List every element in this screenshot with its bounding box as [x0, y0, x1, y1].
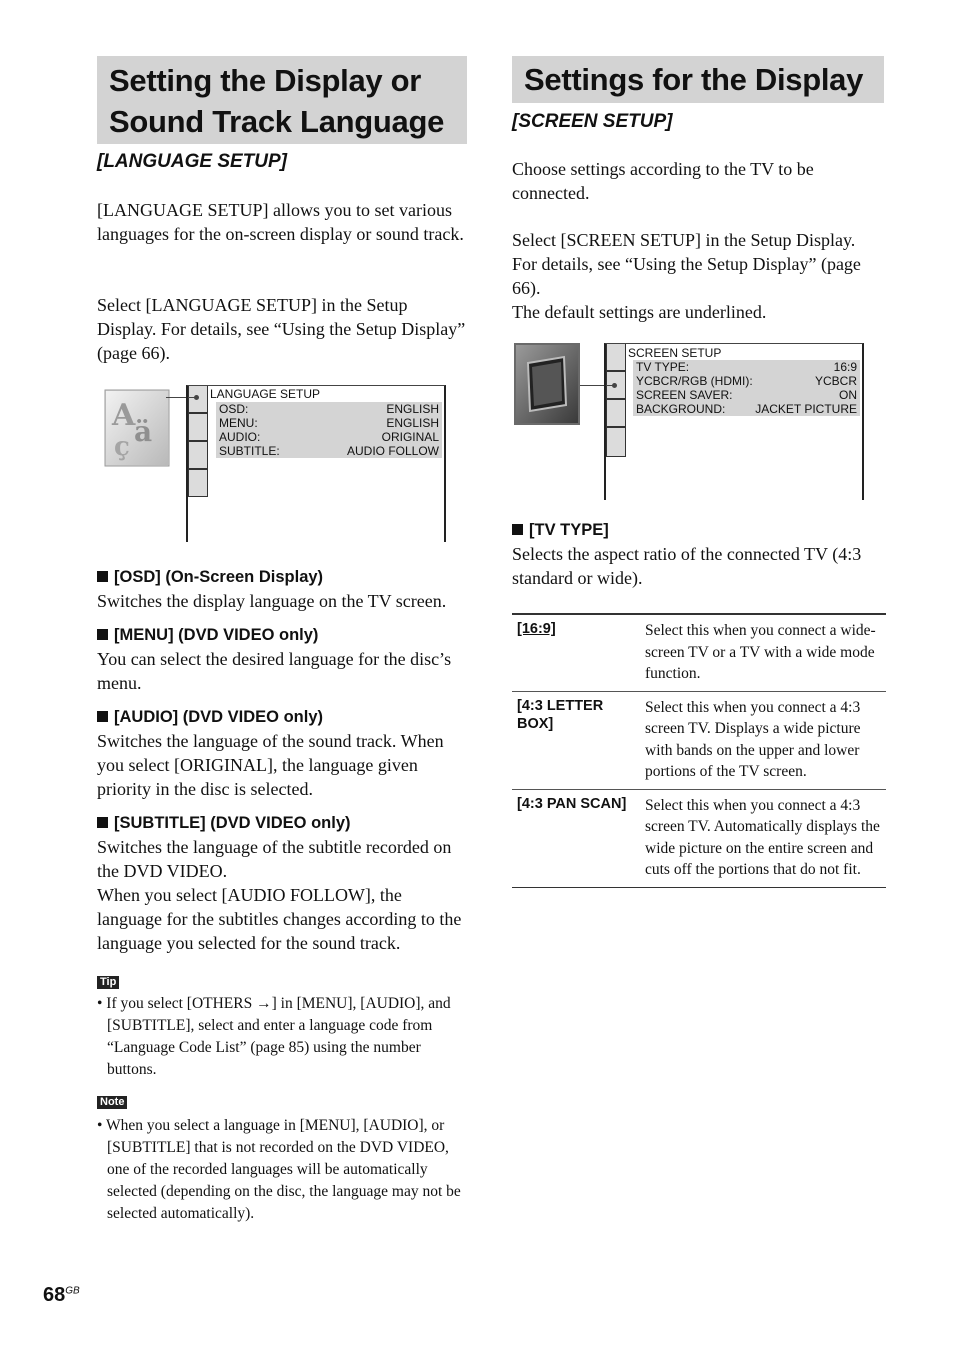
option-16-9-label: [16:9] [517, 621, 556, 637]
table-row [512, 789, 886, 887]
language-intro-paragraph-2: Select [LANGUAGE SETUP] in the Setup Display. For details, see “Using the Setup Display” (page 66). [97, 295, 466, 363]
osd-row-audio: AUDIO: ORIGINAL [219, 430, 439, 444]
osd-title: SCREEN SETUP [628, 346, 722, 360]
tv-type-text: Selects the aspect ratio of the connected TV (4:3 standard or wide). [512, 544, 862, 588]
osd-settings-panel [216, 402, 442, 458]
item-menu-head: [MENU] (DVD VIDEO only) [114, 626, 319, 644]
language-setup-subhead: [LANGUAGE SETUP] [97, 151, 287, 172]
left-page-title [97, 56, 467, 144]
osd-row-background: BACKGROUND: JACKET PICTURE [636, 402, 857, 416]
screen-intro-paragraph-2: Select [SCREEN SETUP] in the Setup Display. For details, see “Using the Setup Display” (page 66). [512, 230, 861, 298]
tip-badge: Tip [97, 976, 119, 989]
item-audio-text: Switches the language of the sound track. When you select [ORIGINAL], the language given priority in the disc is selected. [97, 731, 444, 799]
item-audio-head: [AUDIO] (DVD VIDEO only) [114, 708, 323, 726]
screen-setup-osd-screenshot [514, 343, 866, 499]
screen-setup-subhead: [SCREEN SETUP] [512, 111, 673, 132]
square-bullet-icon [97, 571, 108, 582]
note-text: • When you select a language in [MENU], [AUDIO], or [SUBTITLE] that is not recorded on the DVD VIDEO, one of the recorded languages will be automatically selected (depending on the disc, the language may not be selected automatically). [97, 1117, 461, 1222]
left-title-line-1: Setting the Display or [109, 63, 422, 98]
language-items-list [97, 566, 471, 955]
left-title-line-2: Sound Track Language [109, 104, 445, 139]
osd-title: LANGUAGE SETUP [210, 387, 321, 401]
option-letter-box-desc: Select this when you connect a 4:3 screen TV. Displays a wide picture with bands on the upper and lower portions of the TV screen. [640, 691, 886, 789]
note-badge: Note [97, 1096, 127, 1109]
table-row [512, 691, 886, 789]
square-bullet-icon [97, 629, 108, 640]
svg-text:ä: ä [134, 415, 153, 448]
item-osd [97, 566, 471, 613]
osd-row-screen-saver: SCREEN SAVER: ON [636, 388, 857, 402]
tv-type-section [512, 519, 886, 590]
square-bullet-icon [512, 524, 523, 535]
option-pan-scan-label: [4:3 PAN SCAN] [512, 789, 640, 887]
note-section [97, 1092, 467, 1225]
right-page-title: Settings for the Display [512, 56, 884, 103]
item-osd-text: Switches the display language on the TV screen. [97, 591, 447, 611]
osd-settings-panel [633, 360, 860, 416]
table-row [512, 614, 886, 691]
item-subtitle-head: [SUBTITLE] (DVD VIDEO only) [114, 814, 351, 832]
language-setup-osd-screenshot [104, 385, 448, 541]
language-icon [104, 389, 170, 467]
osd-row-osd: OSD: ENGLISH [219, 402, 439, 416]
square-bullet-icon [97, 711, 108, 722]
screen-intro-paragraph-3: The default settings are underlined. [512, 302, 767, 322]
item-menu [97, 624, 471, 695]
svg-text:ç: ç [114, 432, 130, 462]
language-intro-paragraph-1: [LANGUAGE SETUP] allows you to set various languages for the on-screen display or sound track. [97, 200, 464, 244]
item-osd-head: [OSD] (On-Screen Display) [114, 568, 324, 586]
square-bullet-icon [97, 817, 108, 828]
svg-text:A: A [112, 398, 136, 433]
item-menu-text: You can select the desired language for the disc’s menu. [97, 649, 452, 693]
osd-row-ycbcr-rgb: YCBCR/RGB (HDMI): YCBCR [636, 374, 857, 388]
tv-type-head: [TV TYPE] [529, 521, 609, 539]
item-audio [97, 706, 471, 801]
tip-section [97, 972, 467, 1081]
page-suffix: GB [65, 1285, 80, 1297]
tv-type-options-table [512, 613, 886, 888]
item-subtitle-text: Switches the language of the subtitle recorded on the DVD VIDEO. [97, 837, 452, 881]
page-number: $68^{GB}$ [43, 1284, 80, 1306]
item-subtitle [97, 812, 471, 955]
item-subtitle-text-2: When you select [AUDIO FOLLOW], the language for the subtitles changes according to the language you selected for the sound track. [97, 885, 462, 953]
option-16-9-desc: Select this when you connect a wide-screen TV or a TV with a wide mode function. [640, 614, 886, 691]
tv-screen-icon [514, 343, 580, 425]
osd-row-tv-type: TV TYPE: 16:9 [636, 360, 857, 374]
option-pan-scan-desc: Select this when you connect a 4:3 screen TV. Automatically displays the wide picture on the entire screen and cuts off the portions that do not fit. [640, 789, 886, 887]
osd-row-menu: MENU: ENGLISH [219, 416, 439, 430]
tip-text: • If you select [OTHERS →] in [MENU], [AUDIO], and [SUBTITLE], select and enter a language code from “Language Code List” (page 85) using the number buttons. [97, 995, 451, 1078]
osd-row-subtitle: SUBTITLE: AUDIO FOLLOW [219, 444, 439, 458]
screen-intro-paragraph-1: Choose settings according to the TV to be connected. [512, 159, 814, 203]
option-letter-box-label: [4:3 LETTER BOX] [512, 691, 640, 789]
